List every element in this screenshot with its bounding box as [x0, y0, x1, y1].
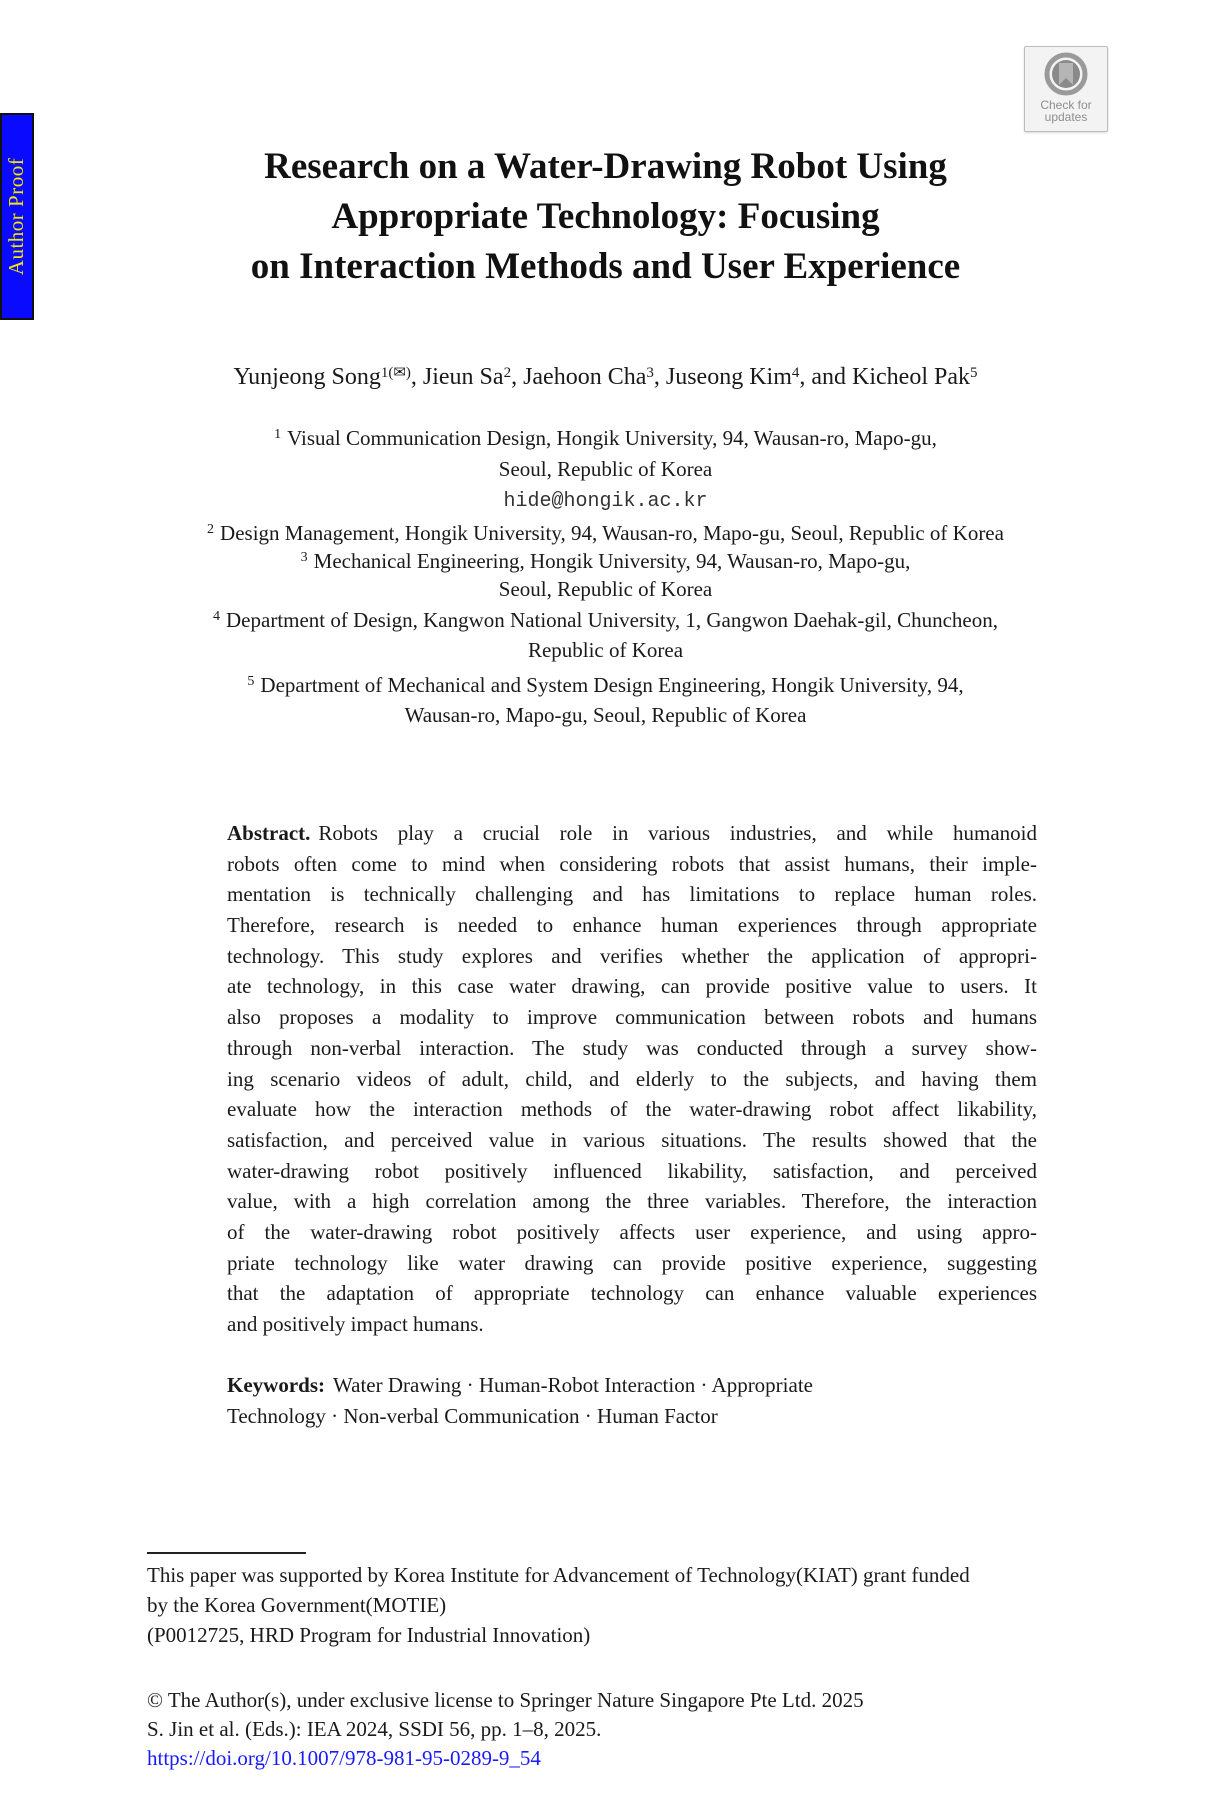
footnote-line: (P0012725, HRD Program for Industrial Innovation): [147, 1623, 591, 1647]
affiliation-2: [0, 518, 1211, 549]
abstract-line: and positively impact humans.: [227, 1312, 484, 1336]
badge-text: [1040, 99, 1091, 123]
affil-num: 3: [300, 550, 308, 565]
keywords-line: [227, 1370, 1037, 1401]
abstract-line: water-drawing robot positively influenced likability, satisfaction, and perceived: [227, 1158, 1037, 1183]
copyright-line: © The Author(s), under exclusive license to Springer Nature Singapore Pte Ltd. 2025: [147, 1688, 864, 1712]
citation-line: S. Jin et al. (Eds.): IEA 2024, SSDI 56, pp. 1–8, 2025.: [147, 1717, 602, 1741]
footnote-divider: [147, 1552, 306, 1554]
title-line: Appropriate Technology: Focusing: [331, 196, 880, 237]
title-line: on Interaction Methods and User Experience: [250, 246, 961, 287]
author-list: [0, 362, 1211, 392]
affil-text: Mechanical Engineering, Hongik University, 94, Wausan-ro, Mapo-gu,: [313, 549, 911, 573]
author-sep: ,: [511, 364, 524, 390]
keywords-line: Technology · Non-verbal Communication · Human Factor: [227, 1403, 718, 1428]
author-sep: ,: [410, 364, 423, 390]
author-name: Yunjeong Song: [233, 364, 381, 390]
author-affil-sup: 5: [970, 365, 978, 381]
affil-num: 4: [213, 608, 221, 624]
affiliation-3-cont: Seoul, Republic of Korea: [498, 577, 713, 601]
keywords-label: Keywords:: [227, 1373, 325, 1397]
author-affil-sup: 4: [791, 365, 800, 381]
author-name: Kicheol Pak: [852, 364, 971, 390]
affiliation-4: [0, 605, 1211, 636]
footnote-line: This paper was supported by Korea Institute for Advancement of Technology(KIAT) grant funded: [147, 1563, 970, 1587]
abstract-line: that the adaptation of appropriate technology can enhance valuable experiences: [227, 1281, 1037, 1306]
affil-text: Department of Mechanical and System Design Engineering, Hongik University, 94,: [260, 672, 964, 697]
abstract-line: ing scenario videos of adult, child, and elderly to the subjects, and having them: [227, 1066, 1037, 1091]
keywords: [227, 1370, 1037, 1431]
affil-num: 1: [274, 427, 282, 442]
affiliation-1-cont: Seoul, Republic of Korea: [498, 456, 713, 481]
affiliation-5-cont: Wausan-ro, Mapo-gu, Seoul, Republic of Korea: [404, 703, 807, 727]
abstract-line: priate technology like water drawing can provide positive experience, suggesting: [227, 1250, 1037, 1275]
affil-text: Design Management, Hongik University, 94, Wausan-ro, Mapo-gu, Seoul, Republic of Korea: [220, 520, 1004, 545]
copyright-block: [147, 1686, 864, 1773]
affiliation-3: [0, 548, 1211, 574]
bookmark-circle-icon: [1043, 51, 1089, 97]
abstract-line: mentation is technically challenging and has limitations to replace human roles.: [227, 882, 1037, 907]
author-sep: , and: [799, 364, 853, 390]
funding-footnote: [147, 1560, 1107, 1650]
author-sep: ,: [653, 364, 666, 390]
author-affil-sup: 2: [503, 365, 512, 381]
keywords-text: Water Drawing · Human-Robot Interaction · Appropriate: [333, 1373, 813, 1397]
paper-title: [0, 142, 1211, 292]
abstract-line: [227, 818, 1037, 849]
affil-text: Visual Communication Design, Hongik University, 94, Wausan-ro, Mapo-gu,: [287, 426, 937, 450]
email-link: [0, 484, 1211, 518]
author-proof-label: Author Proof: [4, 157, 29, 276]
badge-line1: Check for: [1040, 98, 1092, 112]
author-affil-sup: 3: [646, 365, 654, 381]
abstract-line: evaluate how the interaction methods of the water-drawing robot affect likability,: [227, 1097, 1037, 1122]
abstract-text: Robots play a crucial role in various industries, and while humanoid: [318, 821, 1037, 845]
abstract-line: ate technology, in this case water drawing, can provide positive value to users. It: [227, 974, 1037, 999]
author-affil-sup[interactable]: 1(✉): [380, 365, 411, 381]
abstract-line: also proposes a modality to improve communication between robots and humans: [227, 1005, 1037, 1030]
abstract-line: satisfaction, and perceived value in various situations. The results showed that the: [227, 1127, 1037, 1152]
footnote-line: by the Korea Government(MOTIE): [147, 1593, 447, 1617]
affil-num: 2: [207, 521, 215, 537]
abstract-line: robots often come to mind when considering robots that assist humans, their imple-: [227, 851, 1037, 876]
abstract-label: Abstract.: [227, 821, 311, 845]
affiliation-5: [0, 670, 1211, 701]
badge-line2: updates: [1044, 110, 1088, 124]
author-name: Jaehoon Cha: [523, 364, 647, 390]
abstract: [227, 818, 1037, 1340]
affiliation-1: [0, 423, 1211, 454]
doi-link[interactable]: https://doi.org/10.1007/978-981-95-0289-9_54: [147, 1746, 541, 1770]
affil-num: 5: [247, 673, 255, 689]
affiliations: [0, 423, 1211, 731]
abstract-line: of the water-drawing robot positively affects user experience, and using appro-: [227, 1219, 1037, 1244]
affiliation-4-cont: Republic of Korea: [527, 638, 684, 662]
author-name: Jieun Sa: [422, 364, 504, 390]
abstract-line: technology. This study explores and verifies whether the application of appropri-: [227, 943, 1037, 968]
title-line: Research on a Water-Drawing Robot Using: [264, 146, 947, 187]
abstract-line: value, with a high correlation among the three variables. Therefore, the interaction: [227, 1189, 1037, 1214]
affil-text: Department of Design, Kangwon National University, 1, Gangwon Daehak-gil, Chuncheon,: [226, 607, 998, 632]
abstract-line: through non-verbal interaction. The study was conducted through a survey show-: [227, 1035, 1037, 1060]
author-email[interactable]: hide@hongik.ac.kr: [503, 490, 708, 513]
check-for-updates-badge[interactable]: [1024, 46, 1108, 132]
author-name: Juseong Kim: [665, 364, 792, 390]
abstract-line: Therefore, research is needed to enhance human experiences through appropriate: [227, 913, 1037, 938]
